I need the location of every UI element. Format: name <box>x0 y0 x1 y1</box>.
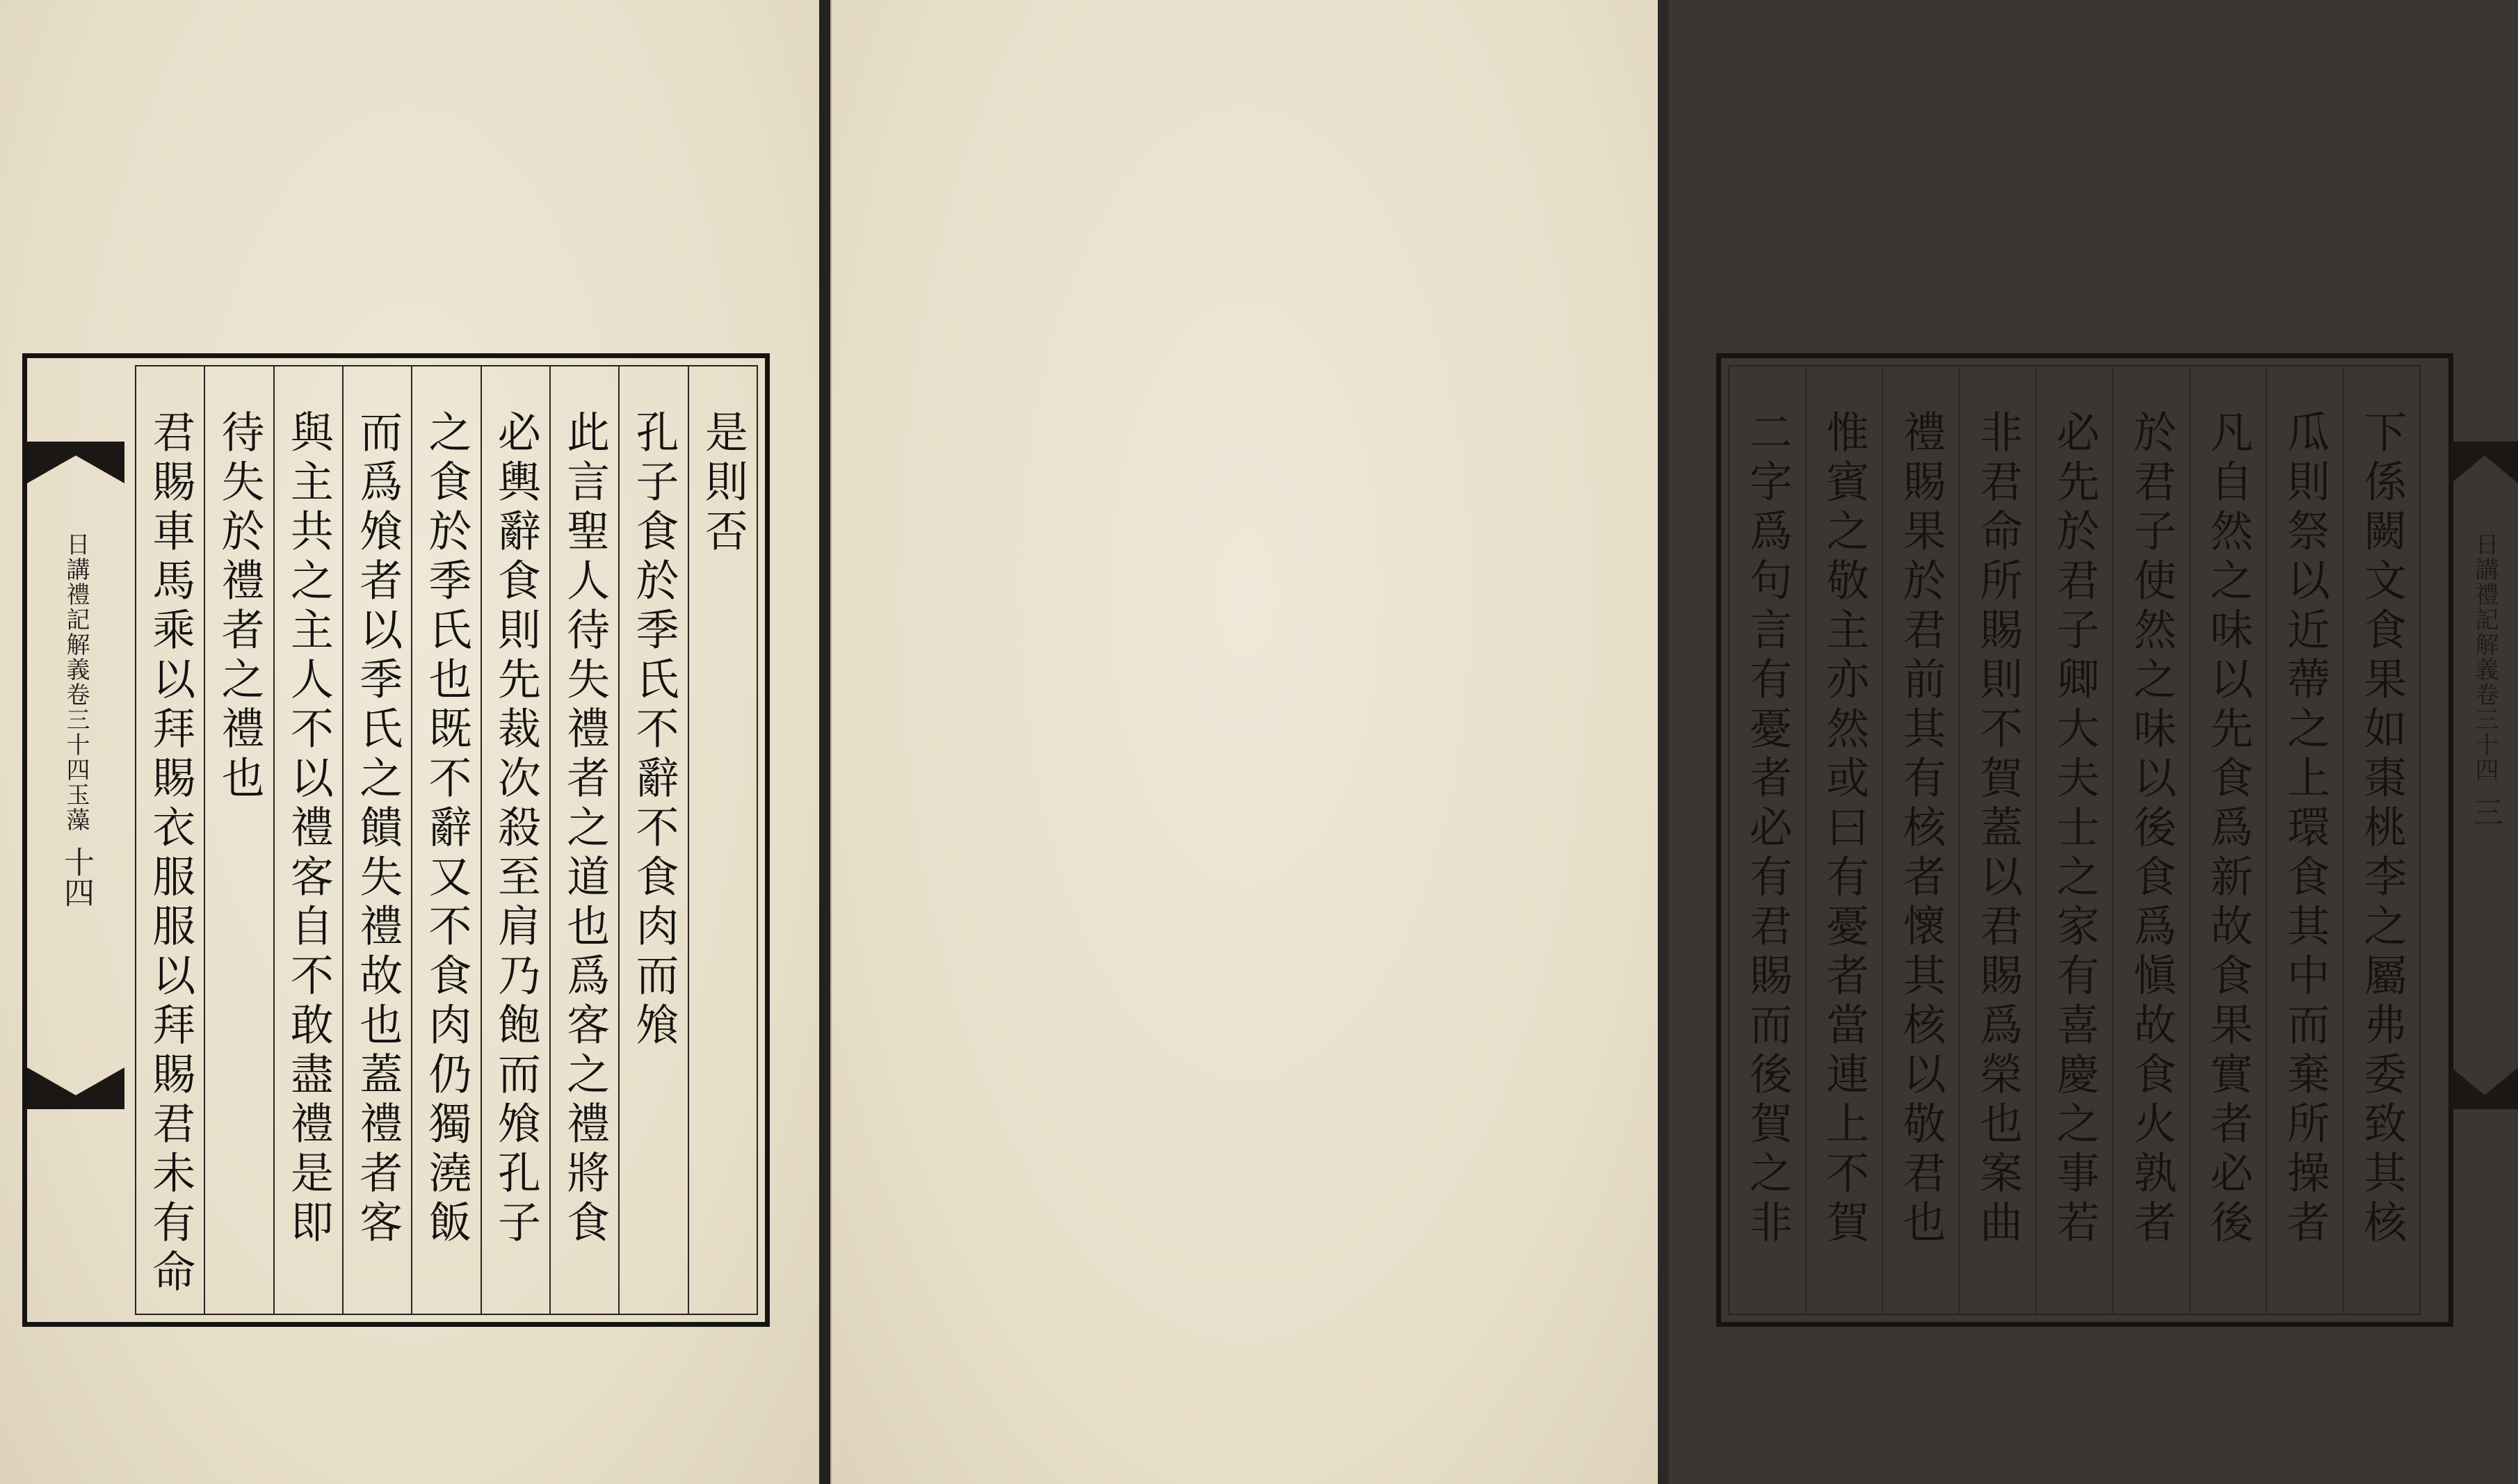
text-column: 而爲飧者以季氏之饋失禮故也蓋禮者客 <box>344 366 412 1314</box>
fishtail-bottom-icon <box>2451 1067 2518 1109</box>
book-edge <box>1658 0 1669 1484</box>
right-page-number: 三 <box>2467 796 2503 827</box>
text-column: 君賜車馬乘以拜賜衣服服以拜賜君未有命 <box>136 366 205 1314</box>
right-text-grid <box>1728 365 2421 1315</box>
left-text-frame <box>22 353 770 1327</box>
right-page <box>830 0 2503 1484</box>
right-text-frame <box>1716 353 2503 1327</box>
text-column: 禮賜果於君前其有核者懷其核以敬君也 <box>1883 366 1960 1314</box>
text-column: 孔子食於季氏不辭不食肉而飧 <box>620 366 688 1314</box>
text-column: 凡自然之味以先食爲新故食果實者必後 <box>2190 366 2267 1314</box>
text-column: 必輿辭食則先裁次殺至肩乃飽而飧孔子 <box>482 366 551 1314</box>
left-text-grid <box>135 365 758 1315</box>
book-gutter <box>819 0 830 1484</box>
text-column: 此言聖人待失禮者之道也爲客之禮將食 <box>551 366 620 1314</box>
left-margin-label: 日講禮記解義卷三十四玉藻 <box>62 532 90 832</box>
text-column: 二字爲句言有憂者必有君賜而後賀之非 <box>1729 366 1806 1314</box>
left-margin-strip <box>27 358 124 1322</box>
text-column: 於君子使然之味以後食爲愼故食火孰者 <box>2113 366 2190 1314</box>
left-page-number: 十四 <box>58 846 94 908</box>
left-page <box>0 0 821 1484</box>
text-column: 之食於季氏也既不辭又不食肉仍獨澆飯 <box>412 366 481 1314</box>
fishtail-top-icon <box>27 442 124 483</box>
text-column: 待失於禮者之禮也 <box>205 366 274 1314</box>
right-margin-label: 日講禮記解義卷三十四 <box>2471 532 2499 782</box>
text-column: 惟賓之敬主亦然或曰有憂者當連上不賀 <box>1807 366 1883 1314</box>
right-margin-strip <box>2451 358 2518 1322</box>
fishtail-bottom-icon <box>27 1067 124 1109</box>
text-column: 必先於君子卿大夫士之家有喜慶之事若 <box>2037 366 2113 1314</box>
text-column: 非君命所賜則不賀蓋以君賜爲榮也案曲 <box>1960 366 2036 1314</box>
text-column: 是則否 <box>697 410 749 558</box>
text-column: 下係闕文食果如棗桃李之屬弗委致其核 <box>2356 410 2407 1249</box>
text-column: 瓜則祭以近蔕之上環食其中而棄所操者 <box>2267 366 2343 1314</box>
text-column: 與主共之主人不以禮客自不敢盡禮是即 <box>275 366 344 1314</box>
fishtail-top-icon <box>2451 442 2518 483</box>
